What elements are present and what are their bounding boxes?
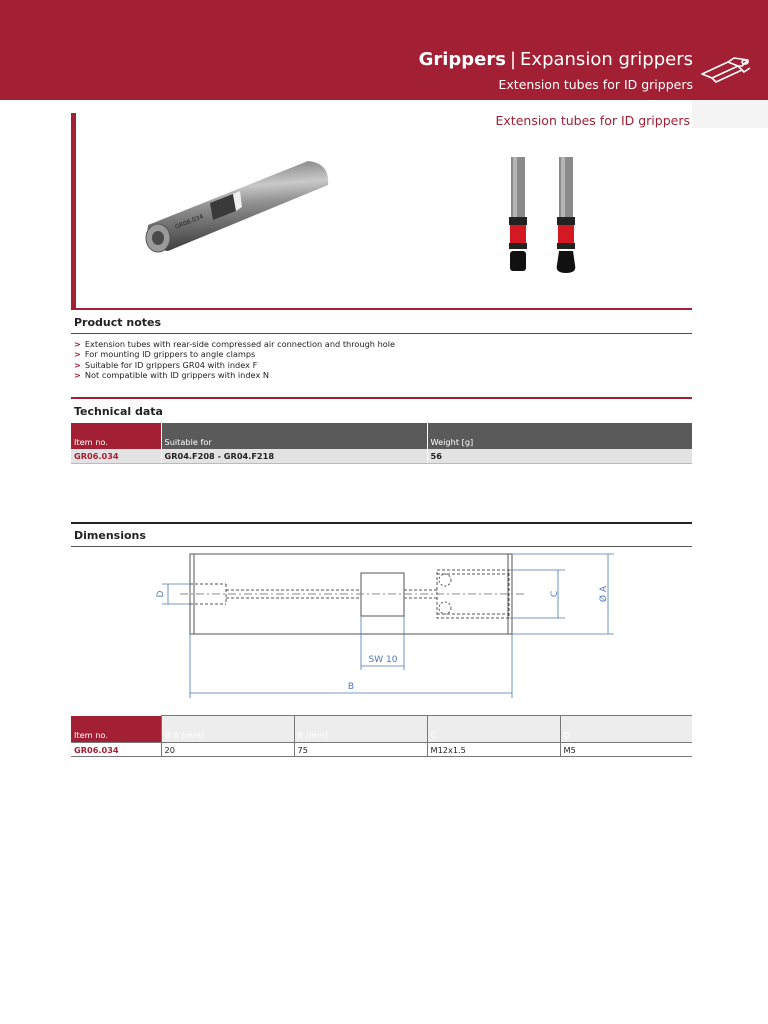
dimensions-table xyxy=(71,715,692,757)
dimension-label-c: C xyxy=(550,590,560,598)
header-subcategory: Expansion grippers xyxy=(520,49,693,70)
divider xyxy=(71,522,692,524)
page-header xyxy=(0,0,768,100)
column-header: Ø A [mm] xyxy=(161,716,294,743)
header-category: Grippers xyxy=(418,49,506,70)
item-number-cell: GR06.034 xyxy=(71,449,161,463)
dimension-label-b: B xyxy=(347,682,355,692)
panel-title: Extension tubes for ID grippers xyxy=(495,113,690,128)
item-number-cell: GR06.034 xyxy=(71,743,161,757)
technical-data-heading: Technical data xyxy=(74,405,163,418)
dimensions-heading: Dimensions xyxy=(74,529,146,542)
column-header: Item no. xyxy=(71,423,161,449)
list-item: > Extension tubes with rear-side compressed air connection and through hole xyxy=(74,339,395,349)
column-header: Suitable for xyxy=(161,423,427,449)
list-item: > Suitable for ID grippers GR04 with index F xyxy=(74,360,395,370)
technical-data-table xyxy=(71,423,692,464)
table-cell: 56 xyxy=(427,449,692,463)
product-notes-heading: Product notes xyxy=(74,316,162,329)
table-row xyxy=(71,449,692,463)
table-cell: 20 xyxy=(161,743,294,757)
svg-text:GR06.034: GR06.034 xyxy=(174,213,205,231)
product-image-panel xyxy=(71,113,692,310)
table-cell: M12x1.5 xyxy=(427,743,560,757)
list-item: > For mounting ID grippers to angle clamps xyxy=(74,349,395,359)
table-cell: GR04.F208 - GR04.F218 xyxy=(161,449,427,463)
gripper-icon xyxy=(698,52,754,86)
hose-gripper-image xyxy=(501,157,591,277)
column-header: B [mm] xyxy=(294,716,427,743)
dimension-label-a: Ø A xyxy=(599,585,609,603)
dimension-drawing xyxy=(140,550,630,700)
divider xyxy=(71,397,692,399)
table-header-row xyxy=(71,716,692,743)
dimension-label-sw: SW 10 xyxy=(368,655,398,665)
header-subtitle: Extension tubes for ID grippers xyxy=(498,77,693,92)
list-item: > Not compatible with ID grippers with index N xyxy=(74,370,395,380)
table-header-row xyxy=(71,423,692,449)
divider xyxy=(71,546,692,547)
extension-tube-image xyxy=(138,153,338,273)
column-header: C xyxy=(427,716,560,743)
product-notes-list xyxy=(74,339,395,381)
table-cell: 75 xyxy=(294,743,427,757)
column-header: D xyxy=(560,716,692,743)
column-header: Item no. xyxy=(71,716,161,743)
table-cell: M5 xyxy=(560,743,692,757)
divider xyxy=(71,333,692,334)
table-row xyxy=(71,743,692,757)
column-header: Weight [g] xyxy=(427,423,692,449)
dimension-label-d: D xyxy=(156,590,166,598)
header-separator: | xyxy=(509,49,517,70)
header-shadow-band xyxy=(692,100,768,128)
header-title xyxy=(419,49,693,70)
